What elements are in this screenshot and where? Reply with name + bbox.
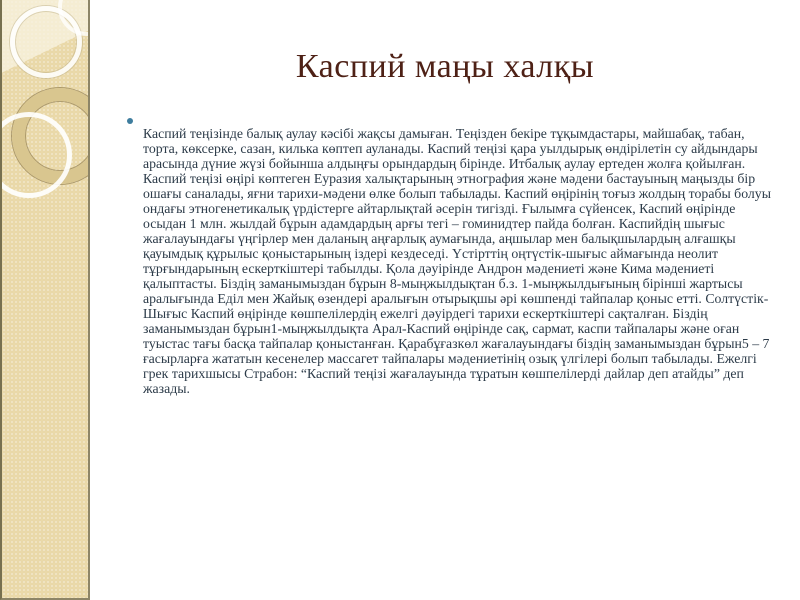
bullet-item (127, 112, 800, 410)
bullet-icon (127, 118, 133, 124)
bullet-paragraph: Каспий теңізінде балық аулау кәсібі жақсы дамыған. Теңізден бекіре тұқымдастары, майшабақ, табан, торта, көксерке, сазан, килька көптеп ауланады. Каспий теңізі қара уылдырық өндірілетін су айдындары арасында дүние жүзі бойынша алдыңғы орындардың бірінде. Итбалық аулау ертеден жолға қойылған. Каспий теңізі өңірі көптеген Еуразия халықтарының этнография және мәдени бастауының маңызды бір ошағы саналады, яғни тарихи-мәдени өлке болып табылады. Каспий өңірінің тоғыз жолдың торабы болуы ондағы этногенетикалық үрдістерге айтарлықтай әсерін тигізді. Ғылымға сүйенсек, Каспий өңірінде осыдан 1 млн. жылдай бұрын адамдардың арғы тегі – гоминидтер пайда болған. Каспийдің шығыс жағалауындағы үңгірлер мен даланың аңғарлық аумағында, аңшылар мен балықшылардың алғашқы қауымдық құрылыс қоныстарының іздері кездеседі. Үстірттің оңтүстік-шығыс аймағында неолит тұрғындарының ескерткіштері табылды. Қола дәуірінде Андрон мәдениеті және Кима мәдениеті қалыптасты. Біздің заманымыздан бұрын 8-мыңжылдықтан б.з. 1-мыңжылдығының бірінші жартысы аралығында Еділ мен Жайық өзендері аралығын отырықшы әрі көшпенді тайпалар қоныс етті. Солтүстік-Шығыс Каспий өңірінде көшпелілердің ежелгі дәуірдегі тарихи ескерткіштері сақталған. Біздің заманымыздан бұрын1-мыңжылдықта Арал-Каспий өңірінде сақ, сармат, каспи тайпалары және оған туыстас тағы басқа тайпалар қоныстанған. Қарабұғазкөл жағалауындағы біздің заманымыздан бұрын5 – 7 ғасырларға жататын кесенелер массагет тайпалары мәдениетінің озық үлгілері болып табылады. Ежелгі грек тарихшысы Страбон: “Каспий теңізі жағалауында тұратын көшпелілерді дайлар деп атайды” деп жазады. (143, 125, 771, 396)
slide-content (90, 0, 800, 600)
slide-title: Каспий маңы халқы (295, 48, 595, 85)
sidebar-decoration (0, 0, 90, 600)
